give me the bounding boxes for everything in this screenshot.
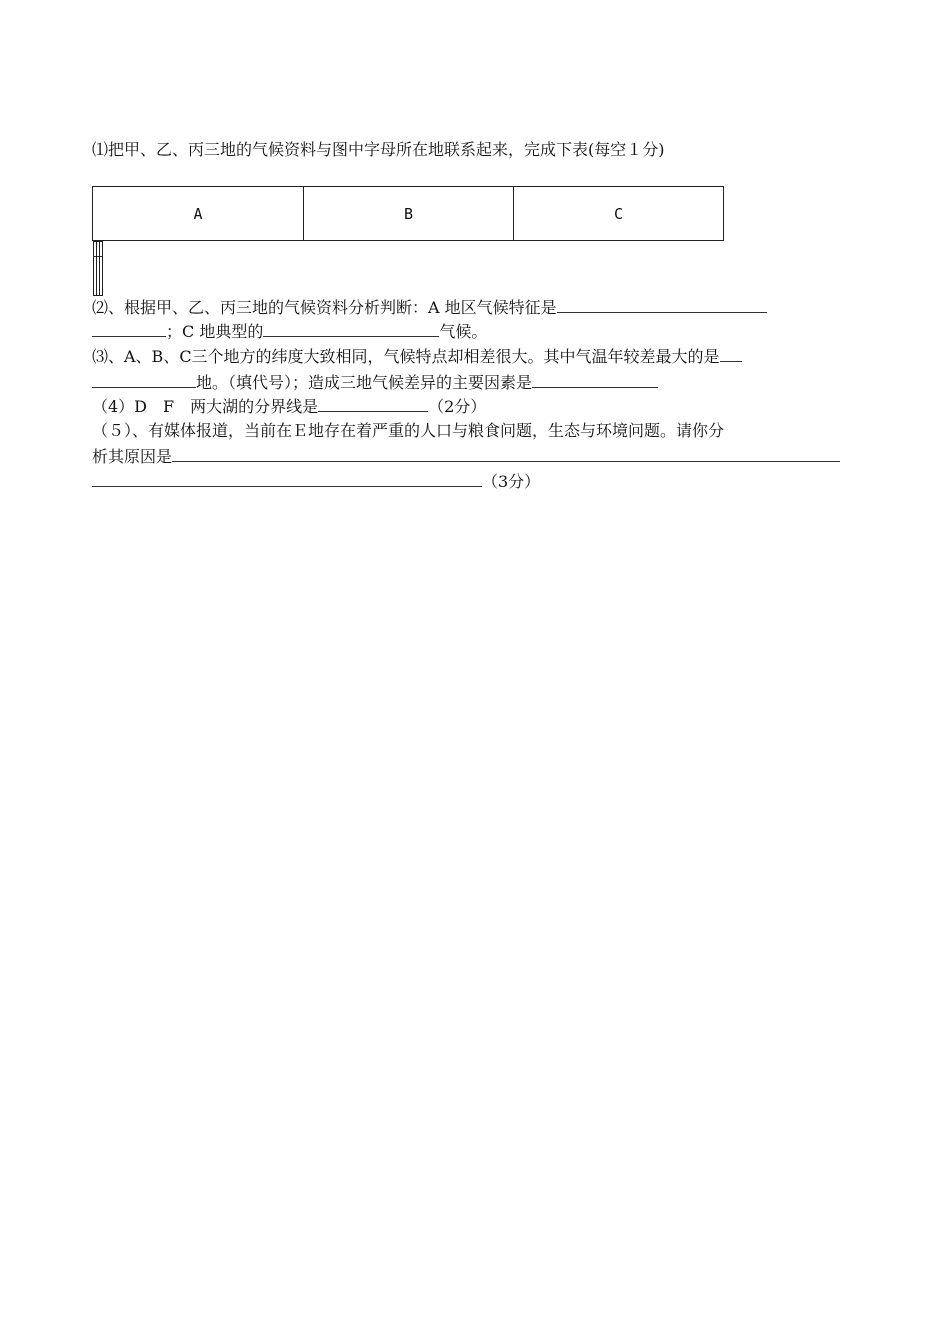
question-2-text-2: ；C 地典型的 (166, 322, 264, 341)
question-2-line-2 (92, 321, 487, 342)
question-5-line-1 (92, 421, 724, 441)
answer-blank-max-range[interactable] (720, 346, 742, 362)
answer-blank-max-range-cont[interactable] (92, 372, 196, 388)
answer-table-blank-row (93, 241, 103, 257)
question-5-line-3 (92, 471, 540, 492)
question-5-text-1: （５）、有媒体报道，当前在Ｅ地存在着严重的人口与粮食问题，生态与环境问题。请你分 (92, 421, 725, 440)
question-1 (92, 140, 665, 160)
question-5-text-2: 析其原因是 (92, 447, 173, 466)
answer-cell-c[interactable] (99, 242, 102, 296)
question-4-text-1: （4）D F 两大湖的分界线是 (92, 397, 319, 416)
answer-blank-c-climate[interactable] (263, 321, 439, 337)
question-1-text: ⑴把甲、乙、丙三地的气候资料与图中字母所在地联系起来，完成下表(每空１分) (92, 140, 665, 159)
answer-blank-reason[interactable] (172, 446, 840, 462)
question-5-text-3: （3分） (482, 472, 541, 491)
question-3-text-2: 地。（填代号）；造成三地气候差异的主要因素是 (196, 373, 533, 392)
answer-table (92, 186, 724, 261)
question-2-text-3: 气候。 (439, 322, 488, 341)
answer-table-header-row (93, 187, 724, 241)
question-4-text-2: （2分） (428, 397, 487, 416)
question-3-line-1 (92, 346, 742, 367)
answer-blank-a-feature[interactable] (557, 297, 767, 313)
question-2-text-1: ⑵、根据甲、乙、丙三地的气候资料分析判断：A 地区气候特征是 (92, 298, 557, 317)
answer-table-header-b: B (304, 187, 514, 241)
answer-blank-boundary[interactable] (318, 396, 428, 412)
question-4-line (92, 396, 486, 417)
question-3-line-2 (92, 372, 658, 393)
answer-blank-reason-cont[interactable] (92, 471, 482, 487)
answer-blank-main-factor[interactable] (532, 372, 658, 388)
answer-table-header-c: C (514, 187, 724, 241)
question-3-text-1: ⑶、A、B、C三个地方的纬度大致相同，气候特点却相差很大。其中气温年较差最大的是 (92, 347, 720, 366)
answer-table-header-a: A (93, 187, 304, 241)
question-2-line-1 (92, 297, 767, 318)
question-5-line-2 (92, 446, 840, 467)
answer-blank-a-feature-cont[interactable] (92, 321, 166, 337)
